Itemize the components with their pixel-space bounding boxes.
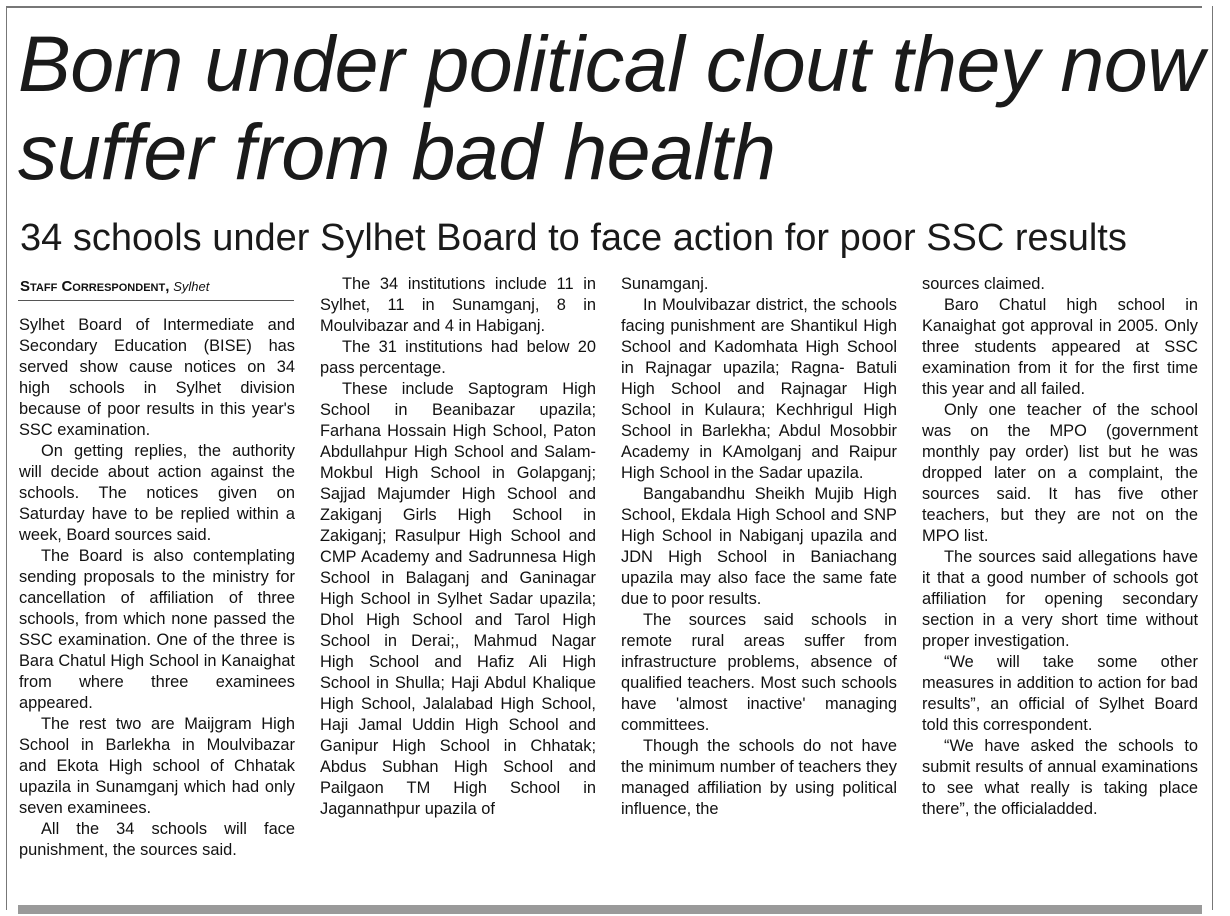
headline: Born under political clout they now suffer from bad health [18, 19, 1204, 196]
paragraph: The 34 institutions include 11 in Sylhet, 11 in Sunamganj, 8 in Moulvibazar and 4 in Habiganj. [320, 275, 596, 335]
article-column-3 [621, 274, 897, 820]
paragraph: Sunamganj. [621, 275, 709, 293]
paragraph: All the 34 schools will face punishment, the sources said. [19, 820, 295, 859]
paragraph: On getting replies, the authority will decide about action against the schools. The notices given on Saturday have to be replied within a week, Board sources said. [19, 442, 295, 544]
bottom-rule [18, 905, 1202, 914]
byline-name: Staff Correspondent, [20, 278, 170, 295]
paragraph: Though the schools do not have the minimum number of teachers they managed affiliation by using political influence, the [621, 737, 897, 818]
paragraph: The Board is also contemplating sending proposals to the ministry for cancellation of affiliation of three schools, from which none passed the SSC examination. One of the three is Bara Chatul High School in Kanaighat from where three examinees appeared. [19, 547, 295, 712]
page-frame-left [6, 6, 7, 910]
article-column-4 [922, 274, 1198, 820]
byline-location: Sylhet [173, 279, 210, 294]
page-frame-right [1212, 6, 1213, 910]
paragraph: The 31 institutions had below 20 pass percentage. [320, 338, 596, 377]
paragraph: “We will take some other measures in addition to action for bad results”, an official of Sylhet Board told this correspondent. [922, 653, 1198, 734]
paragraph: These include Saptogram High School in Beanibazar upazila; Farhana Hossain High School, Paton Abdullahpur High School and Salam-Mokbul High School in Golapganj; Sajjad Majumder High School and Zakiganj Girls High School in Zakiganj; Rasulpur High School and CMP Academy and Sadrunnesa High School in Balaganj and Ganinagar High School in Sylhet Sadar upazila; Dhol High School and Tarol High School in Derai;, Mahmud Nagar High School and Hafiz Ali High School in Shulla; Haji Abdul Khalique High School, Jalalabad High School, Haji Jamal Uddin High School and Ganipur High School in Chhatak; Abdus Subhan High School and Pailgaon TM High School in Jagannathpur upazila of [320, 380, 596, 818]
paragraph: The rest two are Maijgram High School in Barlekha in Moulvibazar and Ekota High school of Chhatak upazila in Sunamganj which had only seven examinees. [19, 715, 295, 817]
byline-divider [18, 300, 294, 301]
paragraph: Baro Chatul high school in Kanaighat got approval in 2005. Only three students appeared at SSC examination from it for the first time this year and all failed. [922, 296, 1198, 398]
paragraph: “We have asked the schools to submit results of annual examinations to see what really is taking place there”, the officialadded. [922, 737, 1198, 818]
paragraph: The sources said allegations have it that a good number of schools got affiliation for opening secondary section in a very short time without proper investigation. [922, 548, 1198, 650]
paragraph: Sylhet Board of Intermediate and Secondary Education (BISE) has served show cause notices on 34 high schools in Sylhet division because of poor results in this year's SSC examination. [19, 316, 295, 439]
paragraph: In Moulvibazar district, the schools facing punishment are Shantikul High School and Kadomhata High School in Rajnagar upazila; Ragna- Batuli High School and Rajnagar High School in Kulaura; Kechhrigul High School in Barlekha; Abdul Mosobbir Academy in KAmolganj and Raipur High School in the Sadar upazila. [621, 296, 897, 482]
article-column-2 [320, 274, 596, 820]
paragraph: The sources said schools in remote rural areas suffer from infrastructure problems, absence of qualified teachers. Most such schools have 'almost inactive' managing committees. [621, 611, 897, 734]
byline [20, 277, 292, 296]
paragraph: Only one teacher of the school was on the MPO (government monthly pay order) list but he was dropped later on a complaint, the sources said. It has five other teachers, but they are not on the MPO list. [922, 401, 1198, 545]
article-column-1 [19, 315, 295, 861]
paragraph: sources claimed. [922, 275, 1045, 293]
paragraph: Bangabandhu Sheikh Mujib High School, Ekdala High School and SNP High School in Nabiganj upazila and JDN High School in Baniachang upazila may also face the same fate due to poor results. [621, 485, 897, 608]
page-frame-top [6, 6, 1202, 8]
subheadline: 34 schools under Sylhet Board to face action for poor SSC results [20, 217, 1127, 259]
